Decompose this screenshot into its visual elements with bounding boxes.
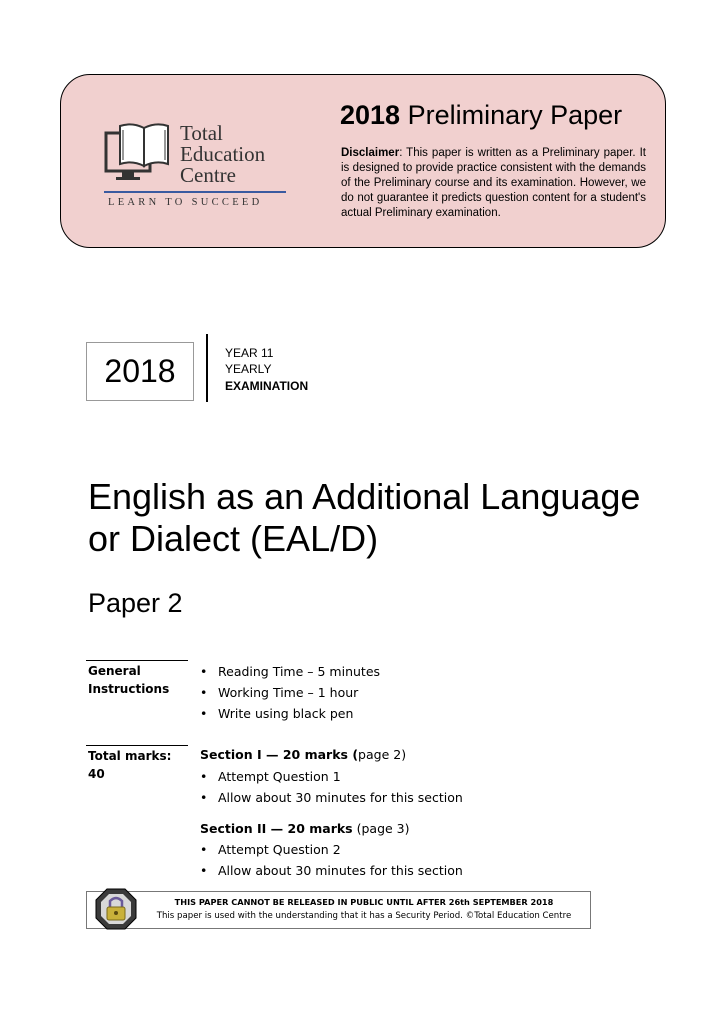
logo-tagline: LEARN TO SUCCEED — [108, 197, 263, 208]
list-item: • Allow about 30 minutes for this section — [200, 860, 463, 881]
exam-type: YEARLY — [225, 362, 272, 376]
section1-list — [200, 766, 463, 808]
notice-subtext: This paper is used with the understanding that it has a Security Period. ©Total Education Centre — [156, 911, 572, 921]
section2-list — [200, 839, 463, 881]
logo-rule — [104, 191, 286, 193]
section1-heading — [200, 747, 406, 762]
list-item: • Write using black pen — [200, 703, 380, 724]
exam-divider — [206, 334, 208, 402]
general-rule — [86, 660, 188, 661]
marks-rule — [86, 745, 188, 746]
disclaimer-text: : This paper is written as a Preliminary paper. It is designed to provide practice consistent with the demands of the Preliminary course and its examination. However, we do not guarantee it predicts question content for a student's actual Preliminary examination. — [341, 147, 646, 219]
paper-title-year: 2018 — [340, 100, 401, 130]
disclaimer — [341, 146, 646, 221]
paper-number: Paper 2 — [88, 588, 183, 618]
section2-page: (page 3) — [352, 821, 410, 836]
disclaimer-label: Disclaimer — [341, 147, 400, 159]
exam-year-box: 2018 — [86, 342, 194, 401]
marks-label-line2: 40 — [88, 767, 105, 781]
marks-label-line1: Total marks: — [88, 749, 172, 763]
list-item: • Reading Time – 5 minutes — [200, 661, 380, 682]
marks-label — [88, 747, 171, 783]
general-list — [200, 661, 380, 724]
general-label: General Instructions — [88, 664, 170, 696]
subject-title: English as an Additional Language or Dialect (EAL/D) — [88, 476, 641, 559]
list-item: • Attempt Question 1 — [200, 766, 463, 787]
section1-title: Section I — 20 marks ( — [200, 747, 359, 762]
section2-heading — [200, 821, 410, 836]
exam-year-level: YEAR 11 — [225, 346, 274, 360]
list-item: • Attempt Question 2 — [200, 839, 463, 860]
section1-page: page 2) — [358, 747, 407, 762]
logo-word-2: Education — [180, 142, 266, 166]
paper-title — [340, 100, 622, 131]
paper-title-text: Preliminary Paper — [407, 100, 623, 130]
padlock-octagon-icon — [94, 887, 138, 931]
logo-word-3: Centre — [180, 163, 236, 187]
notice-headline: THIS PAPER CANNOT BE RELEASED IN PUBLIC UNTIL AFTER 26th SEPTEMBER 2018 — [174, 897, 554, 907]
list-item: • Allow about 30 minutes for this section — [200, 787, 463, 808]
list-item: • Working Time – 1 hour — [200, 682, 380, 703]
logo-word-1: Total — [180, 121, 223, 145]
exam-label: EXAMINATION — [225, 379, 309, 393]
section2-title: Section II — 20 marks — [200, 821, 353, 836]
